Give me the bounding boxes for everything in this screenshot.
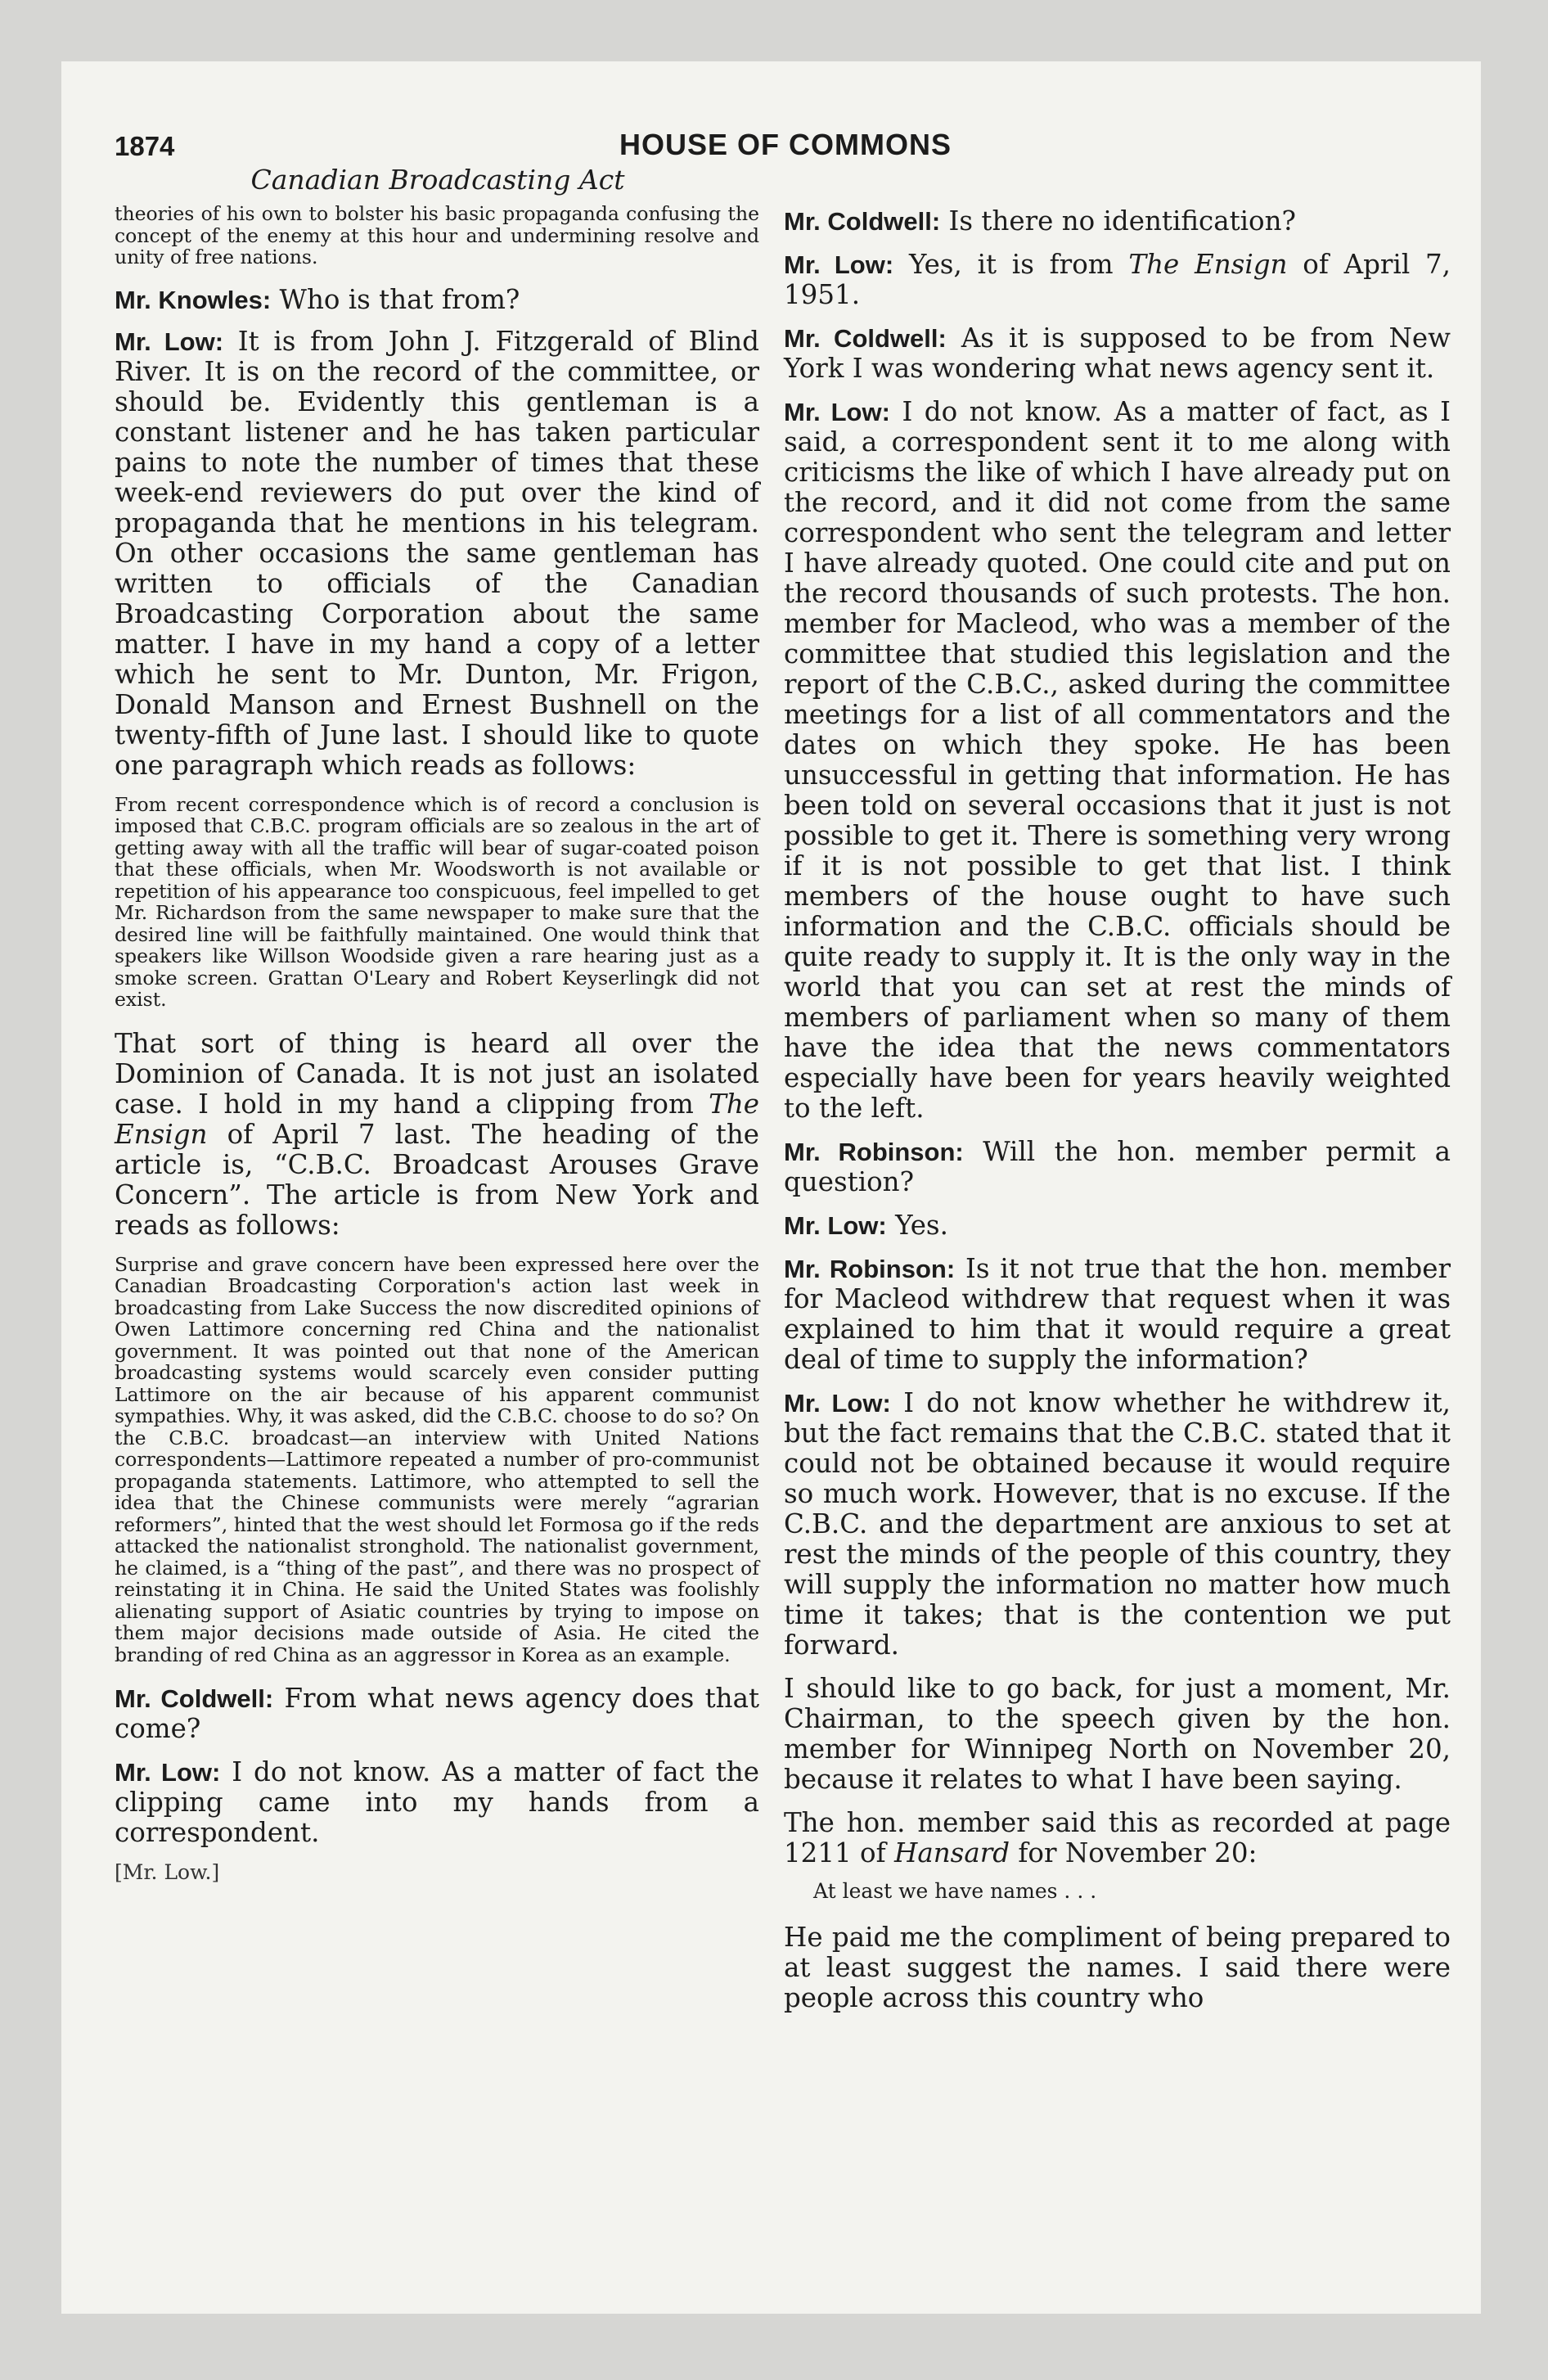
- paragraph: [115, 1029, 759, 1241]
- speech-text: of April 7, 1951.: [784, 249, 1451, 310]
- left-column: [115, 203, 759, 1884]
- paragraph: He paid me the compliment of being prepared to at least suggest the names. I said there were people across this country who: [784, 1922, 1451, 2013]
- speaker-name: Mr. Coldwell:: [784, 324, 947, 353]
- paragraph-text: of April 7 last. The heading of the article is, “C.B.C. Broadcast Arouses Grave Concern”. The article is from New York and reads as follows:: [115, 1118, 759, 1241]
- section-subtitle: Canadian Broadcasting Act: [250, 164, 625, 196]
- speech-text: Will the hon. member permit a question?: [784, 1136, 1451, 1197]
- speech-text: As it is supposed to be from New York I was wondering what news agency sent it.: [784, 322, 1451, 384]
- speaker-name: Mr. Coldwell:: [115, 1684, 274, 1713]
- speech-paragraph: [784, 250, 1451, 310]
- block-quote: From recent correspondence which is of record a conclusion is imposed that C.B.C. program officials are so zealous in the art of getting away with all the traffic will bear of sugar-coated poison that these officials, when Mr. Woodsworth is not available or repetition of his appearance too conspicuous, feel impelled to get Mr. Richardson from the same newspaper to make sure that the desired line will be faithfully maintained. One would think that speakers like Willson Woodside given a rare hearing just as a smoke screen. Grattan O'Leary and Robert Keyserlingk did not exist.: [115, 792, 759, 1011]
- speech-text: Yes, it is from: [908, 249, 1114, 280]
- paragraph: [784, 1808, 1451, 1868]
- speaker-name: Mr. Robinson:: [784, 1138, 964, 1166]
- speaker-name: Mr. Knowles:: [115, 285, 272, 314]
- speaker-name: Mr. Low:: [784, 398, 890, 426]
- speaker-name: Mr. Robinson:: [784, 1255, 956, 1283]
- speech-paragraph: [115, 327, 759, 781]
- speech-text: I do not know. As a matter of fact, as I said, a correspondent sent it to me along with criticisms the like of which I have already put on the record, and it did not come from the same correspondent who sent the telegram and letter I have already quoted. One could cite and put on the record thousands of such protests. The hon. member for Macleod, who was a member of the committee that studied this legislation and the report of the C.B.C., asked during the committee meetings for a list of all commentators and the dates on which they spoke. He has been unsuccessful in getting that information. He has been told on several occasions that it just is not possible to get it. There is something very wrong if it is not possible to get that list. I think members of the house ought to have such information and the C.B.C. officials should be quite ready to supply it. It is the only way in the world that you can set at rest the minds of members of parliament when so many of them have the idea that the news commentators especially have been for years heavily weighted to the left.: [784, 396, 1451, 1124]
- paragraph-text: for November 20:: [1018, 1837, 1258, 1868]
- publication-name: Hansard: [893, 1837, 1010, 1868]
- publication-name: The Ensign: [115, 1088, 759, 1150]
- speaker-name: Mr. Low:: [115, 1758, 221, 1787]
- speaker-name: Mr. Low:: [784, 250, 894, 279]
- speech-paragraph: [115, 1757, 759, 1848]
- speaker-name: Mr. Low:: [784, 1389, 891, 1418]
- right-column: [784, 206, 1451, 2026]
- speech-text: It is from John J. Fitzgerald of Blind River. It is on the record of the committee, or should be. Evidently this gentleman is a constant listener and he has taken particular pains to note the number of times that these week-end reviewers do put over the kind of propaganda that he mentions in his telegram. On other occasions the same gentleman has written to officials of the Canadian Broadcasting Corporation about the same matter. I have in my hand a copy of a letter which he sent to Mr. Dunton, Mr. Frigon, Donald Manson and Ernest Bushnell on the twenty-fifth of June last. I should like to quote one paragraph which reads as follows:: [115, 325, 759, 781]
- block-quote: At least we have names . . .: [813, 1879, 1097, 1903]
- page-header-title: HOUSE OF COMMONS: [619, 128, 952, 161]
- speech-text: Yes.: [895, 1210, 948, 1241]
- speech-text: Is it not true that the hon. member for Macleod withdrew that request when it was explained to him that it would require a great deal of time to supply the information?: [784, 1253, 1451, 1375]
- speech-paragraph: [784, 1210, 1451, 1241]
- speech-text: I do not know whether he withdrew it, but the fact remains that the C.B.C. stated that it could not be obtained because it would require so much work. However, that is no excuse. If the C.B.C. and the department are anxious to set at rest the minds of the people of this country, they will supply the information no matter how much time it takes; that is the contention we put forward.: [784, 1387, 1451, 1661]
- speaker-name: Mr. Coldwell:: [784, 207, 941, 236]
- page-number: 1874: [115, 131, 175, 161]
- speech-paragraph: [784, 1137, 1451, 1197]
- speaker-name: Mr. Low:: [784, 1211, 887, 1240]
- speech-paragraph: [115, 1684, 759, 1744]
- paragraph: theories of his own to bolster his basic propaganda confusing the concept of the enemy at this hour and undermining resolve and unity of free nations.: [115, 202, 759, 268]
- block-quote: Surprise and grave concern have been expressed here over the Canadian Broadcasting Corporation's action last week in broadcasting from Lake Success the now discredited opinions of Owen Lattimore concerning red China and the nationalist government. It was pointed out that none of the American broadcasting systems would scarcely even consider putting Lattimore on the air because of his apparent communist sympathies. Why, it was asked, did the C.B.C. choose to do so? On the C.B.C. broadcast—an interview with United Nations correspondents—Lattimore repeated a number of pro-communist propaganda statements. Lattimore, who attempted to sell the idea that the Chinese communists were merely “agrarian reformers”, hinted that the west should let Formosa go if the reds attacked the nationalist stronghold. The nationalist government, he claimed, is a “thing of the past”, and there was no prospect of reinstating it in China. He said the United States was foolishly alienating support of Asiatic countries by trying to impose on them major decisions made outside of Asia. He cited the branding of red China as an aggressor in Korea as an example.: [115, 1252, 759, 1666]
- speaker-signature: [Mr. Low.]: [115, 1860, 220, 1884]
- speech-paragraph: [784, 1254, 1451, 1375]
- speech-text: From what news agency does that come?: [115, 1683, 760, 1744]
- paragraph-text: The hon. member said this as recorded at page 1211 of: [784, 1807, 1451, 1868]
- speech-paragraph: [115, 285, 759, 315]
- paragraph: I should like to go back, for just a moment, Mr. Chairman, to the speech given by the hon. member for Winnipeg North on November 20, because it relates to what I have been saying.: [784, 1673, 1451, 1795]
- speech-paragraph: [784, 397, 1451, 1124]
- paragraph-text: That sort of thing is heard all over the Dominion of Canada. It is not just an isolated case. I hold in my hand a clipping from: [115, 1027, 759, 1120]
- publication-name: The Ensign: [1128, 249, 1288, 280]
- speaker-name: Mr. Low:: [115, 327, 224, 356]
- speech-paragraph: [784, 1388, 1451, 1661]
- speech-text: Who is that from?: [279, 283, 520, 315]
- speech-paragraph: [784, 206, 1451, 237]
- speech-paragraph: [784, 323, 1451, 384]
- speech-text: I do not know. As a matter of fact the clipping came into my hands from a correspondent.: [115, 1756, 759, 1848]
- speech-text: Is there no identification?: [948, 205, 1296, 237]
